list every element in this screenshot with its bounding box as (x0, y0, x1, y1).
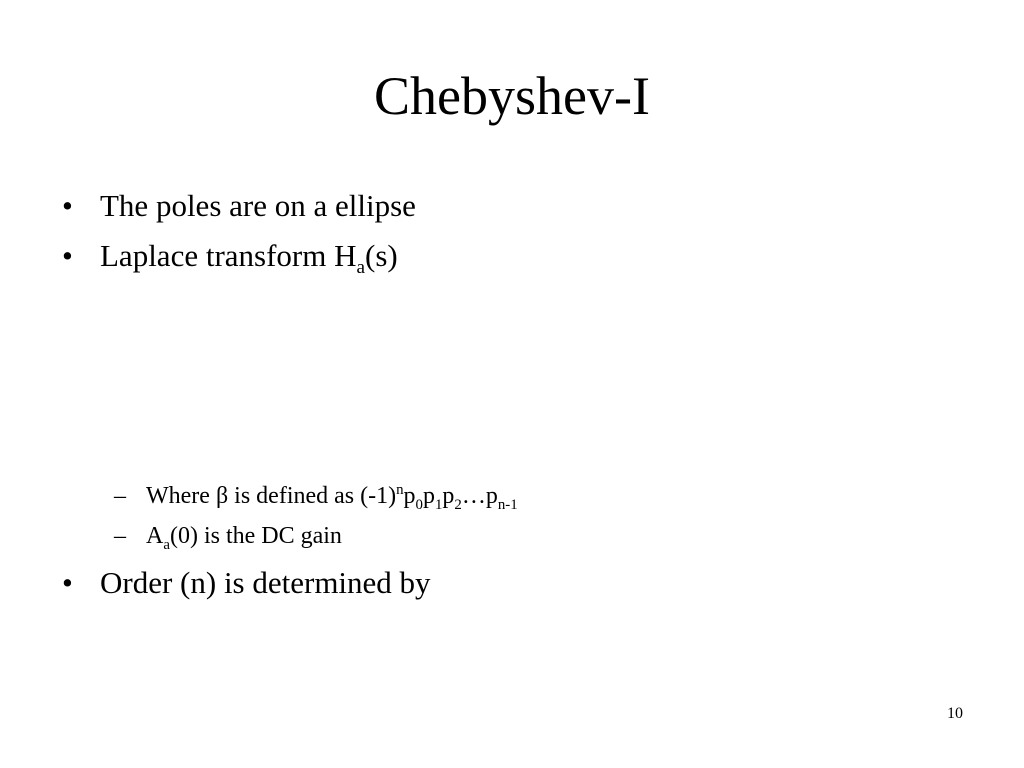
pole-p0: p (403, 483, 416, 509)
bullet-text: Laplace transform H (100, 238, 357, 273)
subscript-1: 1 (434, 496, 443, 513)
slide-title: Chebyshev-I (374, 66, 650, 126)
bullet-marker: • (62, 238, 73, 273)
superscript-n: n (396, 482, 404, 498)
sub-bullet-text-after: (0) is the DC gain (169, 523, 342, 549)
sub-bullet-text: Where β is defined as (-1) (146, 483, 397, 509)
subscript-n-1: n-1 (497, 496, 518, 513)
pole-p2: p (442, 483, 455, 509)
subscript-a: a (356, 257, 366, 279)
sub-bullet-beta-definition (114, 481, 518, 511)
subscript-2: 2 (454, 496, 462, 513)
subscript-0: 0 (415, 496, 423, 513)
sub-bullet-marker: – (114, 523, 126, 549)
sub-bullet-text: A (146, 523, 164, 549)
bullet-marker: • (62, 565, 73, 600)
ellipsis-pn: …p (461, 483, 498, 509)
bullet-laplace-transform (62, 236, 398, 279)
page-number: 10 (947, 705, 963, 722)
bullet-order-determined (62, 563, 431, 603)
bullet-text: Order (n) is determined by (100, 565, 431, 600)
bullet-text: The poles are on a ellipse (100, 188, 416, 223)
pole-p1: p (422, 483, 435, 509)
sub-bullet-marker: – (114, 483, 126, 509)
bullet-text-after: (s) (365, 238, 398, 273)
sub-bullet-dc-gain (114, 521, 342, 551)
bullet-marker: • (62, 188, 73, 223)
bullet-poles-ellipse (62, 186, 416, 226)
subscript-a: a (163, 536, 170, 553)
